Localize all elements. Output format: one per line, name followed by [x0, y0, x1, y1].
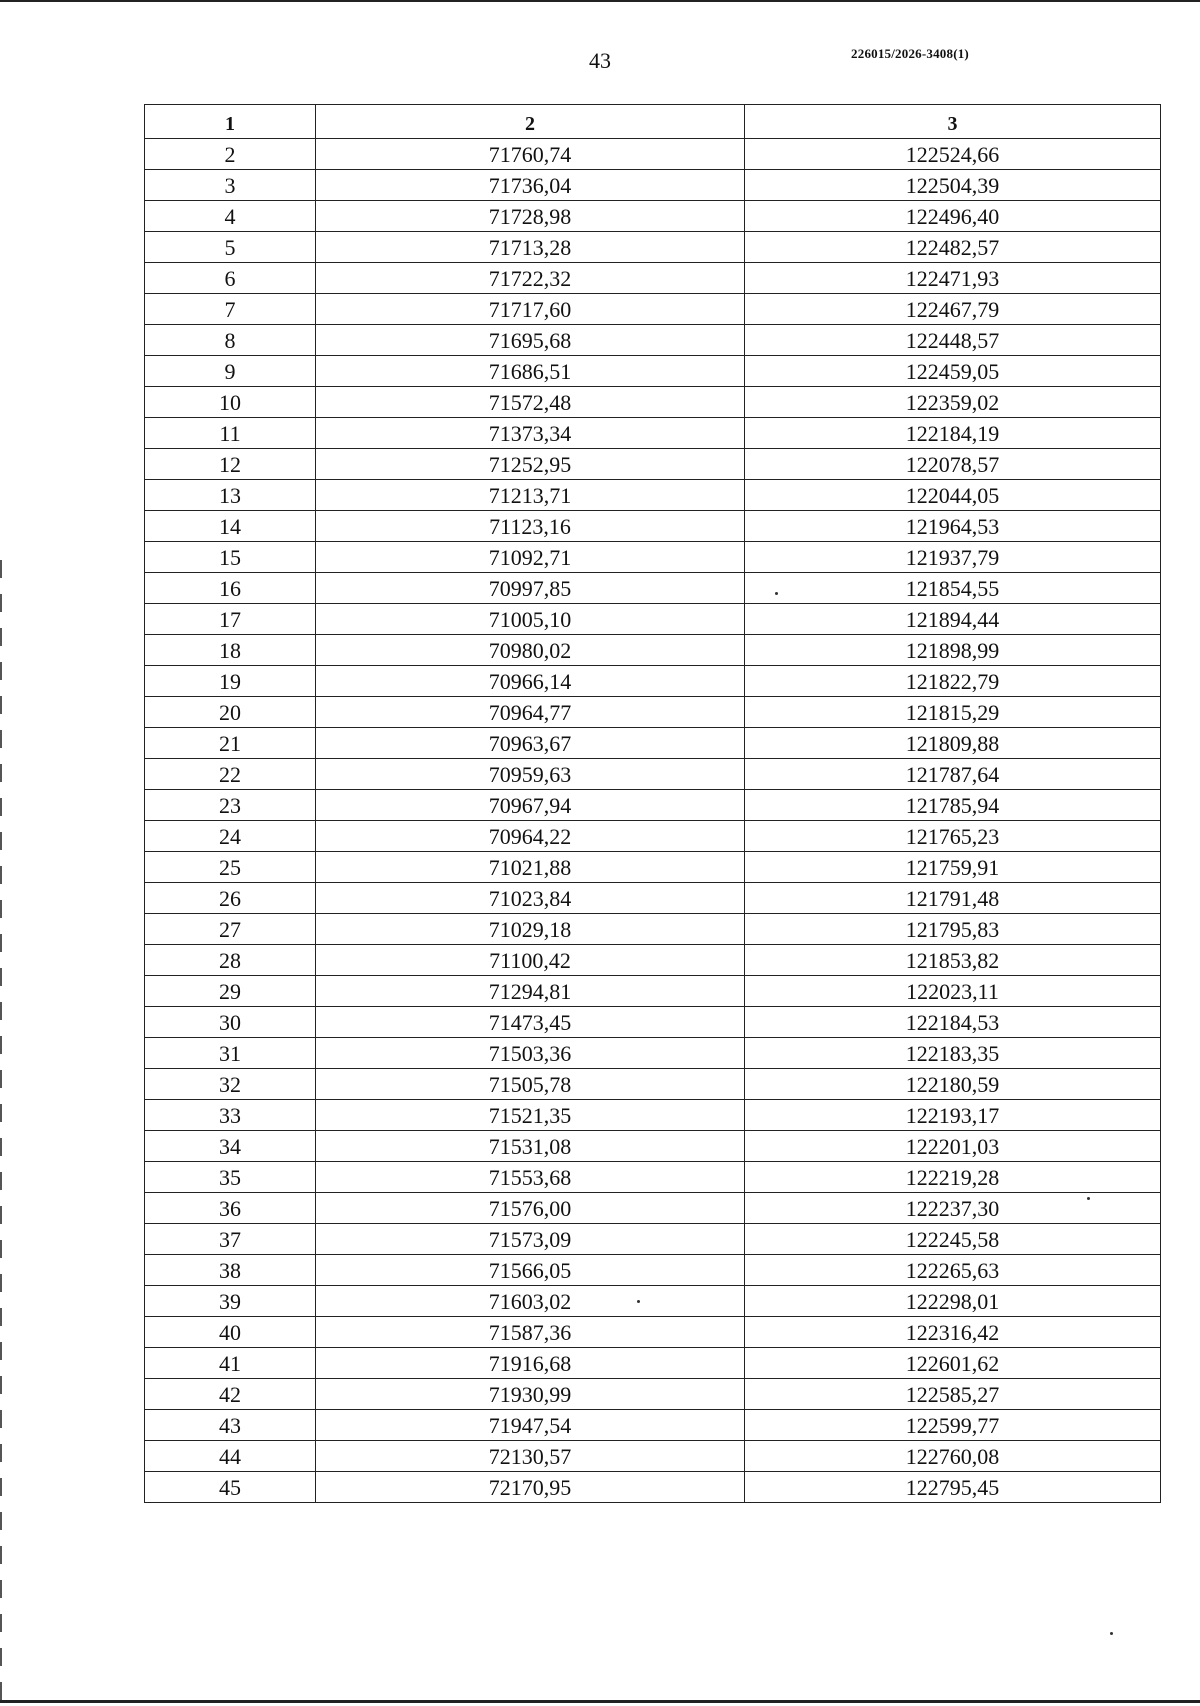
x-coordinate-cell: 71503,36 — [316, 1038, 745, 1069]
x-coordinate-cell: 70966,14 — [316, 666, 745, 697]
table-header-row — [145, 105, 1161, 139]
point-number-cell: 12 — [145, 449, 316, 480]
table-row — [145, 1379, 1161, 1410]
table-row — [145, 449, 1161, 480]
point-number-cell: 9 — [145, 356, 316, 387]
x-coordinate-cell: 72170,95 — [316, 1472, 745, 1503]
x-coordinate-cell: 71531,08 — [316, 1131, 745, 1162]
point-number-cell: 4 — [145, 201, 316, 232]
x-coordinate-cell: 71521,35 — [316, 1100, 745, 1131]
scan-speck — [1110, 1632, 1113, 1635]
table-row — [145, 945, 1161, 976]
y-coordinate-cell: 121785,94 — [745, 790, 1161, 821]
table-row — [145, 387, 1161, 418]
point-number-cell: 10 — [145, 387, 316, 418]
y-coordinate-cell: 121795,83 — [745, 914, 1161, 945]
table-row — [145, 294, 1161, 325]
y-coordinate-cell: 122219,28 — [745, 1162, 1161, 1193]
y-coordinate-cell: 122795,45 — [745, 1472, 1161, 1503]
x-coordinate-cell: 70997,85 — [316, 573, 745, 604]
scan-speck — [775, 592, 778, 595]
table-row — [145, 821, 1161, 852]
y-coordinate-cell: 122599,77 — [745, 1410, 1161, 1441]
scan-edge-top — [0, 0, 1200, 2]
y-coordinate-cell: 122193,17 — [745, 1100, 1161, 1131]
table-row — [145, 1224, 1161, 1255]
x-coordinate-cell: 71021,88 — [316, 852, 745, 883]
table-row — [145, 1286, 1161, 1317]
x-coordinate-cell: 71587,36 — [316, 1317, 745, 1348]
y-coordinate-cell: 122467,79 — [745, 294, 1161, 325]
x-coordinate-cell: 71717,60 — [316, 294, 745, 325]
point-number-cell: 15 — [145, 542, 316, 573]
point-number-cell: 41 — [145, 1348, 316, 1379]
x-coordinate-cell: 71005,10 — [316, 604, 745, 635]
point-number-cell: 29 — [145, 976, 316, 1007]
x-coordinate-cell: 71930,99 — [316, 1379, 745, 1410]
x-coordinate-cell: 71505,78 — [316, 1069, 745, 1100]
x-coordinate-cell: 71573,09 — [316, 1224, 745, 1255]
table-row — [145, 697, 1161, 728]
x-coordinate-cell: 71092,71 — [316, 542, 745, 573]
x-coordinate-cell: 70967,94 — [316, 790, 745, 821]
column-header-1: 1 — [145, 105, 316, 139]
table-row — [145, 1193, 1161, 1224]
table-row — [145, 914, 1161, 945]
point-number-cell: 8 — [145, 325, 316, 356]
table-row — [145, 356, 1161, 387]
table-row — [145, 1472, 1161, 1503]
x-coordinate-cell: 71213,71 — [316, 480, 745, 511]
y-coordinate-cell: 122459,05 — [745, 356, 1161, 387]
point-number-cell: 17 — [145, 604, 316, 635]
point-number-cell: 27 — [145, 914, 316, 945]
table-row — [145, 139, 1161, 170]
y-coordinate-cell: 122448,57 — [745, 325, 1161, 356]
point-number-cell: 38 — [145, 1255, 316, 1286]
point-number-cell: 19 — [145, 666, 316, 697]
y-coordinate-cell: 122496,40 — [745, 201, 1161, 232]
y-coordinate-cell: 122183,35 — [745, 1038, 1161, 1069]
coordinates-table — [144, 104, 1161, 1503]
table-row — [145, 1255, 1161, 1286]
y-coordinate-cell: 121894,44 — [745, 604, 1161, 635]
point-number-cell: 25 — [145, 852, 316, 883]
y-coordinate-cell: 121759,91 — [745, 852, 1161, 883]
y-coordinate-cell: 122316,42 — [745, 1317, 1161, 1348]
point-number-cell: 44 — [145, 1441, 316, 1472]
y-coordinate-cell: 121787,64 — [745, 759, 1161, 790]
x-coordinate-cell: 72130,57 — [316, 1441, 745, 1472]
x-coordinate-cell: 71100,42 — [316, 945, 745, 976]
x-coordinate-cell: 71566,05 — [316, 1255, 745, 1286]
point-number-cell: 40 — [145, 1317, 316, 1348]
x-coordinate-cell: 71473,45 — [316, 1007, 745, 1038]
y-coordinate-cell: 122201,03 — [745, 1131, 1161, 1162]
table-row — [145, 1100, 1161, 1131]
x-coordinate-cell: 71373,34 — [316, 418, 745, 449]
x-coordinate-cell: 70980,02 — [316, 635, 745, 666]
point-number-cell: 22 — [145, 759, 316, 790]
point-number-cell: 14 — [145, 511, 316, 542]
y-coordinate-cell: 122265,63 — [745, 1255, 1161, 1286]
y-coordinate-cell: 122245,58 — [745, 1224, 1161, 1255]
x-coordinate-cell: 71695,68 — [316, 325, 745, 356]
table-row — [145, 418, 1161, 449]
table-row — [145, 1317, 1161, 1348]
column-header-3: 3 — [745, 105, 1161, 139]
point-number-cell: 24 — [145, 821, 316, 852]
y-coordinate-cell: 122023,11 — [745, 976, 1161, 1007]
x-coordinate-cell: 71736,04 — [316, 170, 745, 201]
x-coordinate-cell: 70964,22 — [316, 821, 745, 852]
table-row — [145, 1007, 1161, 1038]
point-number-cell: 28 — [145, 945, 316, 976]
y-coordinate-cell: 122504,39 — [745, 170, 1161, 201]
point-number-cell: 2 — [145, 139, 316, 170]
document-reference: 226015/2026-3408(1) — [851, 46, 969, 61]
table-row — [145, 263, 1161, 294]
y-coordinate-cell: 122078,57 — [745, 449, 1161, 480]
table-row — [145, 1162, 1161, 1193]
y-coordinate-cell: 121854,55 — [745, 573, 1161, 604]
y-coordinate-cell: 122298,01 — [745, 1286, 1161, 1317]
x-coordinate-cell: 71023,84 — [316, 883, 745, 914]
scan-speck — [1087, 1197, 1090, 1200]
table-row — [145, 480, 1161, 511]
table-row — [145, 1069, 1161, 1100]
point-number-cell: 5 — [145, 232, 316, 263]
column-header-2: 2 — [316, 105, 745, 139]
x-coordinate-cell: 71123,16 — [316, 511, 745, 542]
y-coordinate-cell: 121765,23 — [745, 821, 1161, 852]
point-number-cell: 11 — [145, 418, 316, 449]
point-number-cell: 16 — [145, 573, 316, 604]
point-number-cell: 18 — [145, 635, 316, 666]
y-coordinate-cell: 122237,30 — [745, 1193, 1161, 1224]
table-row — [145, 759, 1161, 790]
x-coordinate-cell: 71029,18 — [316, 914, 745, 945]
table-row — [145, 542, 1161, 573]
point-number-cell: 23 — [145, 790, 316, 821]
x-coordinate-cell: 70964,77 — [316, 697, 745, 728]
scan-speck — [637, 1300, 640, 1303]
x-coordinate-cell: 71728,98 — [316, 201, 745, 232]
y-coordinate-cell: 122044,05 — [745, 480, 1161, 511]
page-number: 43 — [589, 48, 611, 73]
point-number-cell: 39 — [145, 1286, 316, 1317]
y-coordinate-cell: 121964,53 — [745, 511, 1161, 542]
table-row — [145, 976, 1161, 1007]
point-number-cell: 31 — [145, 1038, 316, 1069]
table-body — [145, 139, 1161, 1503]
point-number-cell: 3 — [145, 170, 316, 201]
point-number-cell: 13 — [145, 480, 316, 511]
point-number-cell: 32 — [145, 1069, 316, 1100]
x-coordinate-cell: 71603,02 — [316, 1286, 745, 1317]
y-coordinate-cell: 121815,29 — [745, 697, 1161, 728]
point-number-cell: 33 — [145, 1100, 316, 1131]
table-row — [145, 728, 1161, 759]
table-row — [145, 1410, 1161, 1441]
point-number-cell: 21 — [145, 728, 316, 759]
x-coordinate-cell: 70963,67 — [316, 728, 745, 759]
point-number-cell: 30 — [145, 1007, 316, 1038]
table-row — [145, 573, 1161, 604]
table-row — [145, 201, 1161, 232]
x-coordinate-cell: 71686,51 — [316, 356, 745, 387]
table-row — [145, 1038, 1161, 1069]
y-coordinate-cell: 121937,79 — [745, 542, 1161, 573]
y-coordinate-cell: 122184,19 — [745, 418, 1161, 449]
scan-edge-left — [0, 560, 2, 1705]
point-number-cell: 35 — [145, 1162, 316, 1193]
y-coordinate-cell: 121791,48 — [745, 883, 1161, 914]
y-coordinate-cell: 121898,99 — [745, 635, 1161, 666]
x-coordinate-cell: 71576,00 — [316, 1193, 745, 1224]
table-row — [145, 1441, 1161, 1472]
y-coordinate-cell: 122585,27 — [745, 1379, 1161, 1410]
y-coordinate-cell: 121809,88 — [745, 728, 1161, 759]
y-coordinate-cell: 122184,53 — [745, 1007, 1161, 1038]
table-row — [145, 232, 1161, 263]
x-coordinate-cell: 71294,81 — [316, 976, 745, 1007]
point-number-cell: 45 — [145, 1472, 316, 1503]
table-row — [145, 1131, 1161, 1162]
point-number-cell: 37 — [145, 1224, 316, 1255]
y-coordinate-cell: 122601,62 — [745, 1348, 1161, 1379]
scan-edge-bottom — [0, 1700, 1200, 1703]
y-coordinate-cell: 122471,93 — [745, 263, 1161, 294]
table-row — [145, 790, 1161, 821]
table-row — [145, 170, 1161, 201]
x-coordinate-cell: 71760,74 — [316, 139, 745, 170]
y-coordinate-cell: 122760,08 — [745, 1441, 1161, 1472]
y-coordinate-cell: 122524,66 — [745, 139, 1161, 170]
x-coordinate-cell: 71713,28 — [316, 232, 745, 263]
y-coordinate-cell: 121853,82 — [745, 945, 1161, 976]
x-coordinate-cell: 71252,95 — [316, 449, 745, 480]
point-number-cell: 6 — [145, 263, 316, 294]
x-coordinate-cell: 70959,63 — [316, 759, 745, 790]
point-number-cell: 20 — [145, 697, 316, 728]
table-row — [145, 325, 1161, 356]
point-number-cell: 7 — [145, 294, 316, 325]
point-number-cell: 34 — [145, 1131, 316, 1162]
x-coordinate-cell: 71947,54 — [316, 1410, 745, 1441]
x-coordinate-cell: 71553,68 — [316, 1162, 745, 1193]
table-row — [145, 666, 1161, 697]
y-coordinate-cell: 122482,57 — [745, 232, 1161, 263]
y-coordinate-cell: 122359,02 — [745, 387, 1161, 418]
x-coordinate-cell: 71572,48 — [316, 387, 745, 418]
point-number-cell: 42 — [145, 1379, 316, 1410]
x-coordinate-cell: 71916,68 — [316, 1348, 745, 1379]
table-row — [145, 883, 1161, 914]
table-row — [145, 635, 1161, 666]
table-row — [145, 604, 1161, 635]
x-coordinate-cell: 71722,32 — [316, 263, 745, 294]
table-row — [145, 852, 1161, 883]
point-number-cell: 26 — [145, 883, 316, 914]
table-row — [145, 511, 1161, 542]
point-number-cell: 43 — [145, 1410, 316, 1441]
table-row — [145, 1348, 1161, 1379]
point-number-cell: 36 — [145, 1193, 316, 1224]
y-coordinate-cell: 121822,79 — [745, 666, 1161, 697]
y-coordinate-cell: 122180,59 — [745, 1069, 1161, 1100]
